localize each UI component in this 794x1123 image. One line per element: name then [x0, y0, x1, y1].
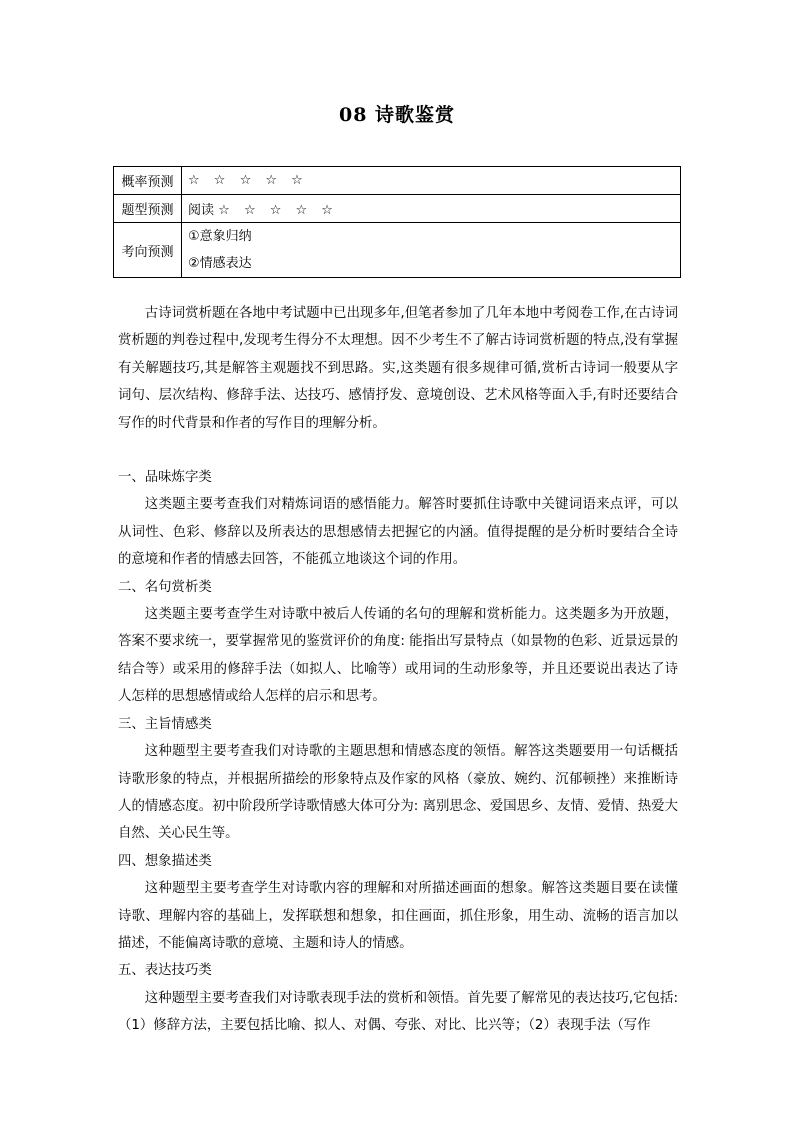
- table-row: [114, 223, 681, 278]
- section-heading: 三、主旨情感类: [118, 716, 212, 732]
- section-heading: 五、表达技巧类: [118, 963, 212, 979]
- page-title: 08 诗歌鉴赏: [338, 104, 456, 126]
- section-text: 这类题主要考查我们对精炼词语的感悟能力。解答时要抓住诗歌中关键词语来点评，可以从词性、色彩、修辞以及所表达的思想感情去把握它的内涵。值得提醒的是分析时要结合全诗的意境和作者的情感去回答，不能孤立地谈这个词的作用。: [118, 497, 678, 568]
- section-heading: 一、品味炼字类: [118, 470, 212, 486]
- direction-value: [182, 223, 681, 278]
- section-heading: 二、名句赏析类: [118, 579, 212, 595]
- probability-label: 概率预测: [114, 167, 182, 195]
- document-body: [118, 300, 678, 1040]
- question-type-stars: ☆ ☆ ☆ ☆ ☆: [218, 203, 338, 218]
- section-heading: 四、想象描述类: [118, 853, 212, 869]
- table-row: [114, 167, 681, 195]
- intro-paragraph: 古诗词赏析题在各地中考试题中已出现多年,但笔者参加了几年本地中考阅卷工作,在古诗词赏析题的判卷过程中,发现考生得分不太理想。因不少考生不了解古诗词赏析题的特点,没有掌握有关解题技巧,其是解答主观题找不到思路。实,这类题有很多规律可循,赏析古诗词一般要从字词句、层次结构、修辞手法、达技巧、感情抒发、意境创设、艺术风格等面入手,有时还要结合写作的时代背景和作者的写作目的理解分析。: [118, 306, 678, 431]
- probability-stars: ☆ ☆ ☆ ☆ ☆: [188, 173, 308, 188]
- section-text: 这种题型主要考查学生对诗歌内容的理解和对所描述画面的想象。解答这类题目要在读懂诗歌、理解内容的基础上，发挥联想和想象，扣住画面，抓住形象，用生动、流畅的语言加以描述，不能偏离诗歌的意境、主题和诗人的情感。: [118, 881, 678, 951]
- direction-item: ①意象归纳: [188, 229, 252, 244]
- probability-value: [182, 167, 681, 195]
- question-type-label: 题型预测: [114, 195, 182, 223]
- prediction-table: [113, 166, 681, 278]
- section-text: 这类题主要考查学生对诗歌中被后人传诵的名句的理解和赏析能力。这类题多为开放题，答案不要求统一，要掌握常见的鉴赏评价的角度: 能指出写景特点（如景物的色彩、近景远景的结合等）或采用的修辞手法（如拟人、比喻等）或用词的生动形象等，并且还要说出表达了诗人怎样的思想感情或给人怎样的启示和思考。: [118, 607, 678, 705]
- section-text: 这种题型主要考查我们对诗歌的主题思想和情感态度的领悟。解答这类题要用一句话概括诗歌形象的特点，并根据所描绘的形象特点及作家的风格（豪放、婉约、沉郁顿挫）来推断诗人的情感态度。初中阶段所学诗歌情感大体可分为: 离别思念、爱国思乡、友情、爱情、热爱大自然、关心民生等。: [118, 744, 678, 842]
- direction-label: 考向预测: [114, 223, 182, 278]
- spacer: [118, 437, 678, 464]
- table-row: [114, 195, 681, 223]
- direction-item: ②情感表达: [188, 256, 252, 271]
- question-type-prefix: 阅读: [188, 203, 215, 218]
- section-text: 这种题型主要考查我们对诗歌表现手法的赏析和领悟。首先要了解常见的表达技巧,它包括:（1）修辞方法，主要包括比喻、拟人、对偶、夸张、对比、比兴等；（2）表现手法（写作: [118, 990, 678, 1034]
- question-type-value: [182, 195, 681, 223]
